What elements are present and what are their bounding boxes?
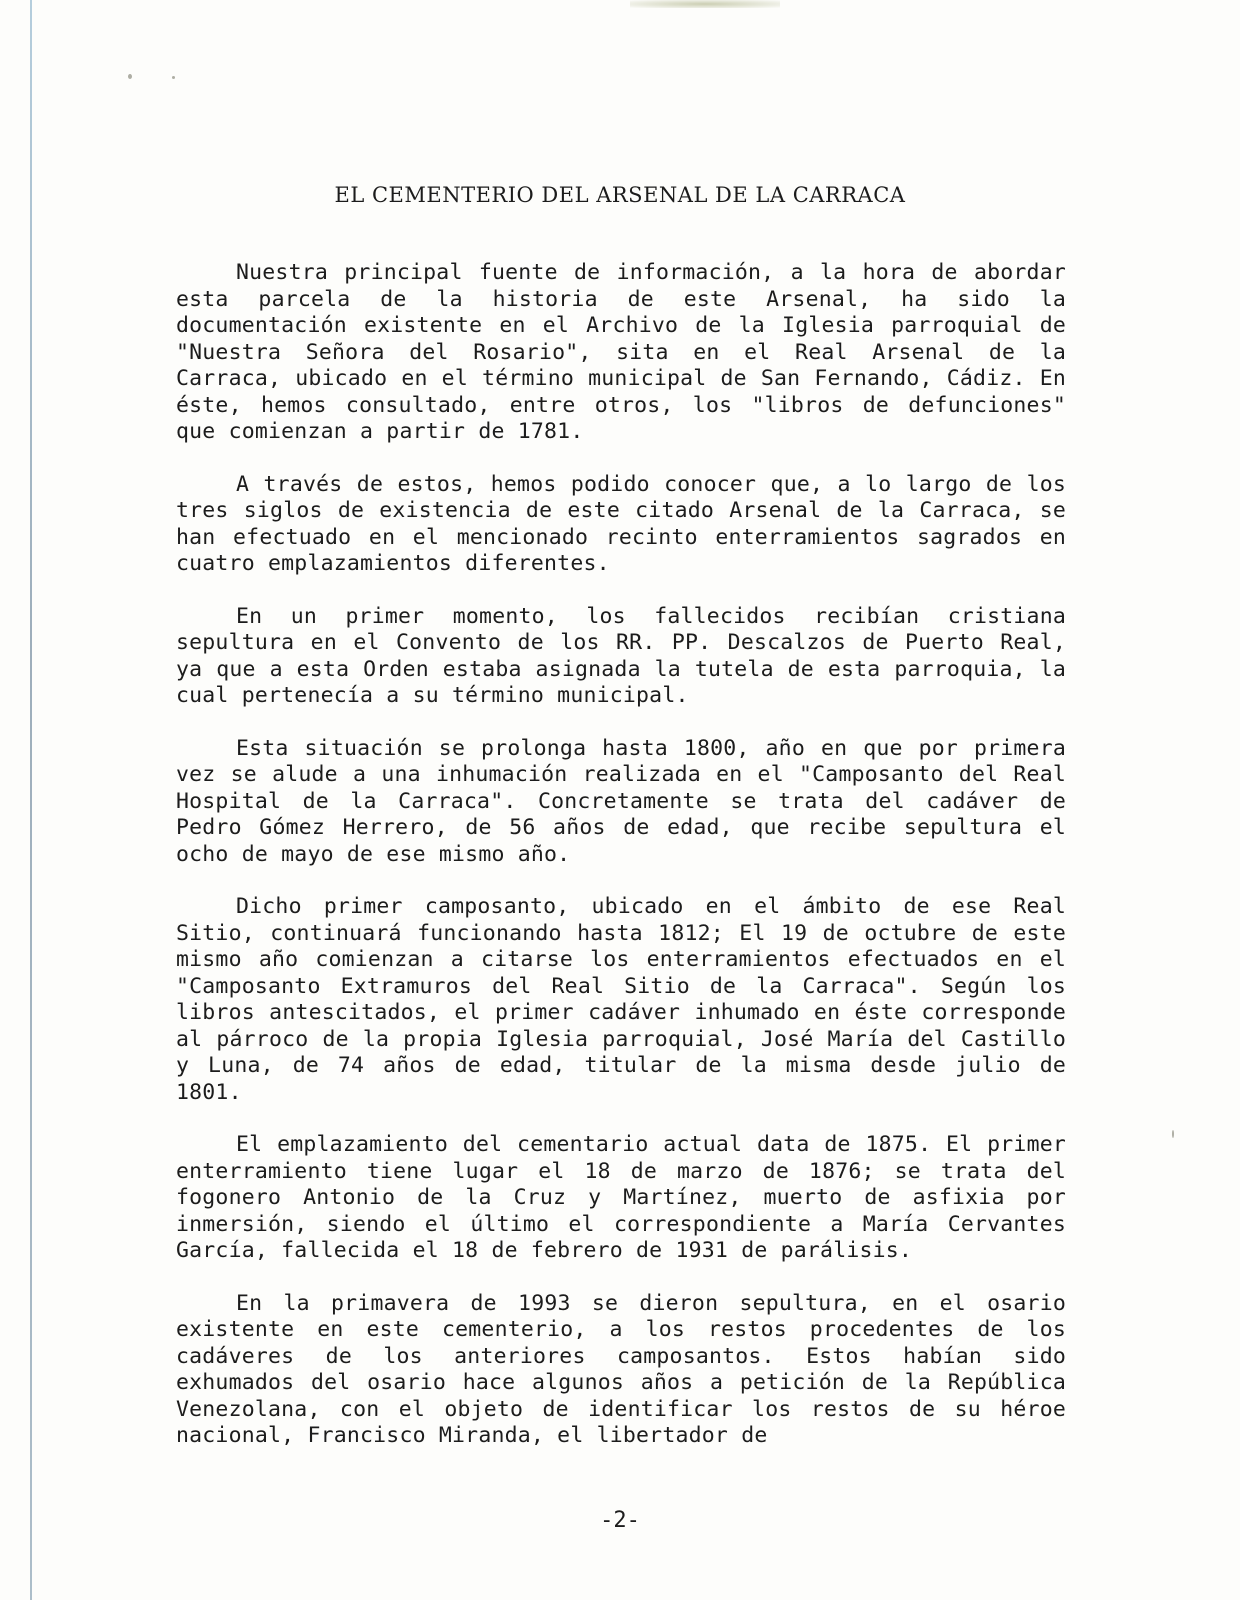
scan-speck <box>128 74 132 79</box>
scan-speck <box>172 76 175 79</box>
page-title: EL CEMENTERIO DEL ARSENAL DE LA CARRACA <box>334 183 906 207</box>
paragraph-3: En un primer momento, los fallecidos recibían cristiana sepultura en el Convento de los RR. PP. Descalzos de Puerto Real, ya que a esta Orden estaba asignada la tutela de esta parroquia, la cual pertenecía a su término municipal. <box>176 603 1066 708</box>
body-text <box>176 260 1066 1476</box>
paragraph-6: El emplazamiento del cementario actual data de 1875. El primer enterramiento tiene lugar el 18 de marzo de 1876; se trata del fogonero Antonio de la Cruz y Martínez, muerto de asfixia por inmersión, siendo el último el correspondiente a María Cervantes García, fallecida el 18 de febrero de 1931 de parálisis. <box>176 1132 1066 1263</box>
scan-speck <box>1172 1130 1174 1138</box>
page-edge-rule <box>30 0 32 1600</box>
paragraph-4: Esta situación se prolonga hasta 1800, año en que por primera vez se alude a una inhumación realizada en el "Camposanto del Real Hospital de la Carraca". Concretamente se trata del cadáver de Pedro Gómez Herrero, de 56 años de edad, que recibe sepultura el ocho de mayo de ese mismo año. <box>176 735 1066 867</box>
paragraph-7: En la primavera de 1993 se dieron sepultura, en el osario existente en este cementerio, a los restos procedentes de los cadáveres de los anteriores camposantos. Estos habían sido exhumados del osario hace algunos años a petición de la República Venezolana, con el objeto de identificar los restos de su héroe nacional, Francisco Miranda, el libertador de <box>176 1290 1066 1448</box>
paragraph-1: Nuestra principal fuente de información, a la hora de abordar esta parcela de la historia de este Arsenal, ha sido la documentación existente en el Archivo de la Iglesia parroquial de "Nuestra Señora del Rosario", sita en el Real Arsenal de la Carraca, ubicado en el término municipal de San Fernando, Cádiz. En éste, hemos consultado, entre otros, los "libros de defunciones" que comienzan a partir de 1781. <box>176 260 1066 444</box>
paragraph-5: Dicho primer camposanto, ubicado en el ámbito de ese Real Sitio, continuará funcionando hasta 1812; El 19 de octubre de este mismo año comienzan a citarse los enterramientos efectuados en el "Camposanto Extramuros del Real Sitio de la Carraca". Según los libros antescitados, el primer cadáver inhumado en éste corresponde al párroco de la propia Iglesia parroquial, José María del Castillo y Luna, de 74 años de edad, titular de la misma desde julio de 1801. <box>176 894 1066 1105</box>
page-number: -2- <box>600 1508 640 1533</box>
scan-smudge <box>630 0 780 8</box>
paragraph-2: A través de estos, hemos podido conocer que, a lo largo de los tres siglos de existencia de este citado Arsenal de la Carraca, se han efectuado en el mencionado recinto enterramientos sagrados en cuatro emplazamientos diferentes. <box>176 471 1066 576</box>
